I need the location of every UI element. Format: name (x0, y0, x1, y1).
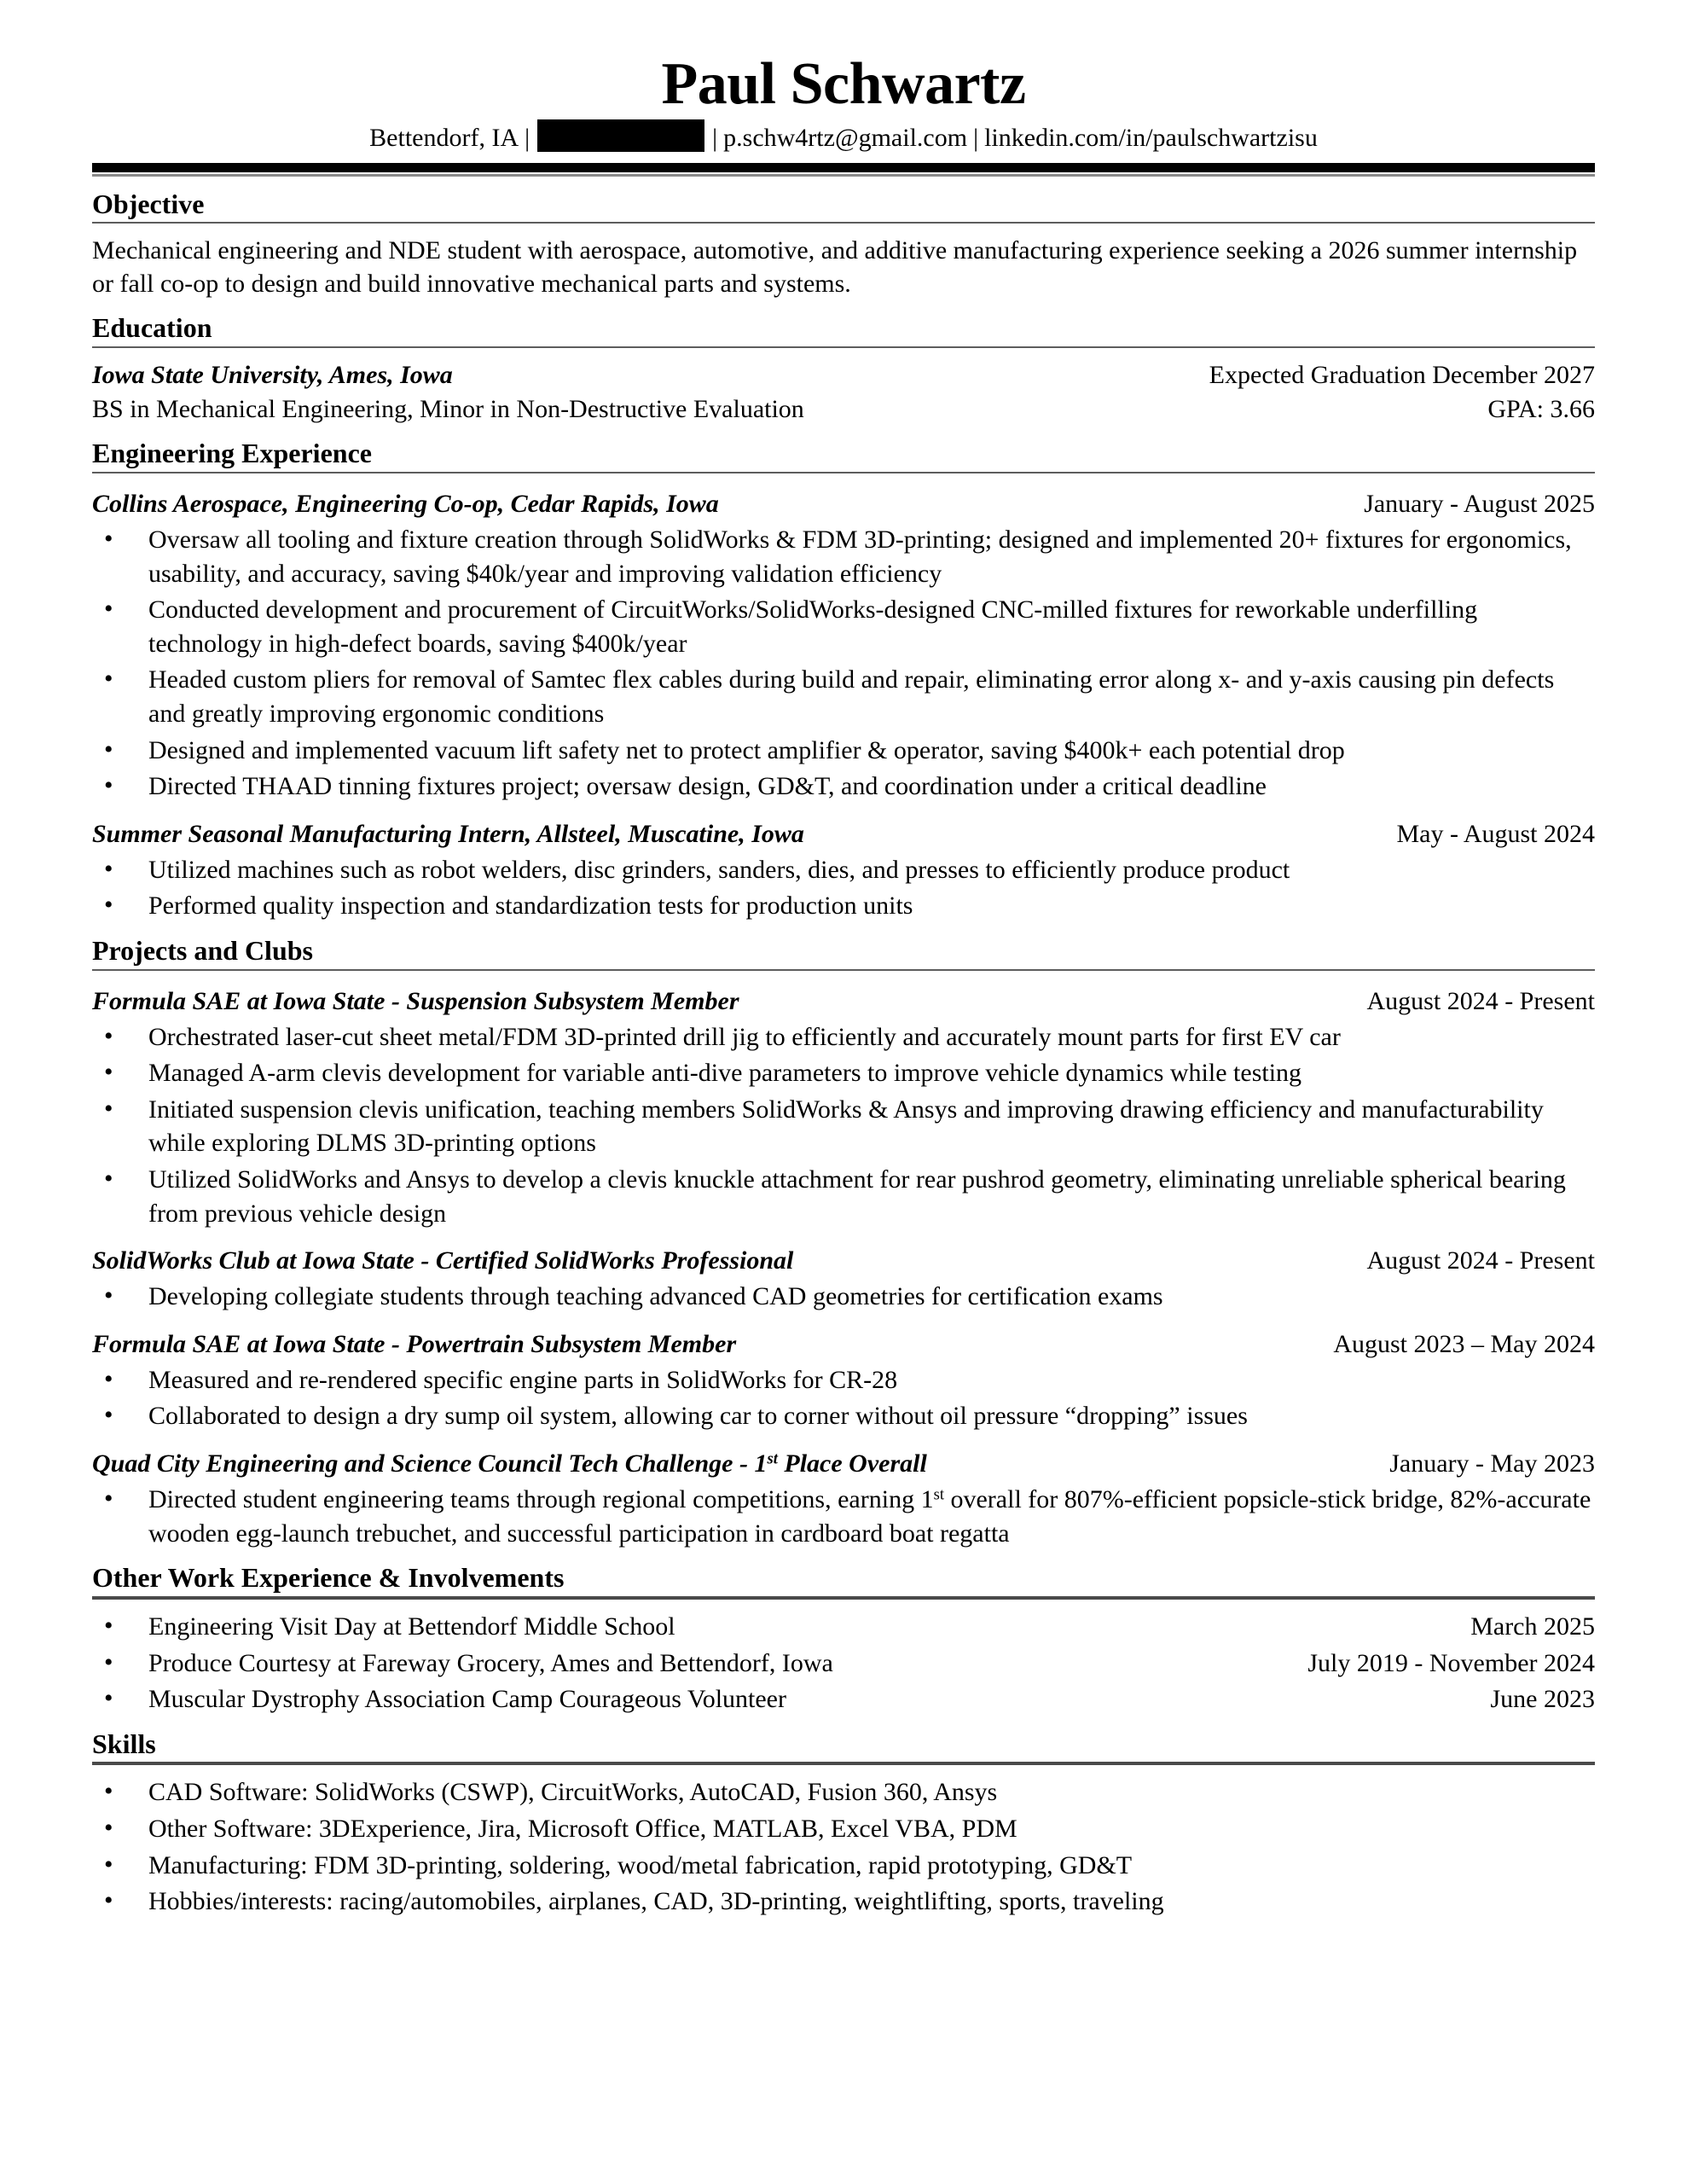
list-item: • Measured and re-rendered specific engine parts in SolidWorks for CR-28 (92, 1363, 1595, 1397)
contact-location: Bettendorf, IA (369, 124, 519, 153)
ordinal-suffix: st (767, 1449, 778, 1468)
redacted-phone-block (537, 119, 704, 152)
list-item: • Managed A-arm clevis development for variable anti-dive parameters to improve vehicle dynamics while testing (92, 1056, 1595, 1090)
project-date: August 2024 - Present (1366, 986, 1595, 1015)
education-degree: BS in Mechanical Engineering, Minor in Non-Destructive Evaluation (92, 395, 804, 424)
contact-email[interactable]: p.schw4rtz@gmail.com (723, 124, 968, 153)
list-item: • Hobbies/interests: racing/automobiles, airplanes, CAD, 3D-printing, weightlifting, sports, traveling (92, 1885, 1595, 1919)
list-item: • Orchestrated laser-cut sheet metal/FDM 3D-printed drill jig to efficiently and accurately mount parts for first EV car (92, 1020, 1595, 1054)
list-item: • Developing collegiate students through teaching advanced CAD geometries for certification exams (92, 1280, 1595, 1314)
experience-header-row (92, 487, 1595, 520)
list-item: • Initiated suspension clevis unification, teaching members SolidWorks & Ansys and improving drawing efficiency and manufacturability while exploring DLMS 3D-printing options (92, 1093, 1595, 1160)
list-item: • Other Software: 3DExperience, Jira, Microsoft Office, MATLAB, Excel VBA, PDM (92, 1812, 1595, 1846)
other-work-text: • Muscular Dystrophy Association Camp Courageous Volunteer (148, 1685, 786, 1714)
project-bullet-list (92, 1363, 1595, 1433)
project-bullet-list (92, 1483, 1595, 1550)
list-item (92, 1682, 1595, 1716)
header-divider (92, 163, 1595, 177)
project-header-row (92, 985, 1595, 1018)
list-item: • Conducted development and procurement of CircuitWorks/SolidWorks-designed CNC-milled fixtures for reworkable underfilling technology in high-defect boards, saving $400k/year (92, 593, 1595, 660)
project-title: Formula SAE at Iowa State - Powertrain Subsystem Member (92, 1329, 737, 1358)
other-work-date: June 2023 (1490, 1685, 1595, 1714)
project-entry-solidworks-club (92, 1244, 1595, 1314)
list-item: • Headed custom pliers for removal of Samtec flex cables during build and repair, eliminating error along x- and y-axis causing pin defects and greatly improving ergonomic conditions (92, 663, 1595, 730)
list-item: • Performed quality inspection and standardization tests for production units (92, 889, 1595, 923)
project-date: August 2024 - Present (1366, 1246, 1595, 1275)
other-work-text: • Produce Courtesy at Fareway Grocery, Ames and Bettendorf, Iowa (148, 1648, 833, 1677)
list-item: • Collaborated to design a dry sump oil system, allowing car to corner without oil pressure “dropping” issues (92, 1399, 1595, 1433)
project-date: August 2023 – May 2024 (1333, 1329, 1595, 1358)
other-work-text: • Engineering Visit Day at Bettendorf Middle School (148, 1612, 675, 1641)
other-work-list (92, 1610, 1595, 1716)
project-header-row (92, 1327, 1595, 1361)
education-degree-row (92, 392, 1595, 426)
section-divider-engineering-experience (92, 472, 1595, 473)
list-item-text: Directed student engineering teams through regional competitions, earning 1 (148, 1484, 934, 1513)
list-item: • Manufacturing: FDM 3D-printing, soldering, wood/metal fabrication, rapid prototyping, GD&T (92, 1849, 1595, 1883)
section-heading-other-work: Other Work Experience & Involvements (92, 1562, 565, 1594)
list-item: • Designed and implemented vacuum lift safety net to protect amplifier & operator, saving $400k+ each potential drop (92, 734, 1595, 768)
other-work-date: March 2025 (1470, 1612, 1595, 1641)
skills-list (92, 1775, 1595, 1918)
ordinal-suffix: st (933, 1485, 944, 1504)
experience-title: Collins Aerospace, Engineering Co-op, Cedar Rapids, Iowa (92, 489, 719, 518)
experience-bullet-list (92, 523, 1595, 804)
experience-title: Summer Seasonal Manufacturing Intern, Allsteel, Muscatine, Iowa (92, 819, 804, 848)
section-heading-skills: Skills (92, 1728, 156, 1759)
project-title-text-tail: Place Overall (777, 1449, 927, 1478)
experience-entry-collins (92, 487, 1595, 804)
list-item (92, 1483, 1595, 1550)
list-item: • Directed THAAD tinning fixtures project; oversaw design, GD&T, and coordination under a critical deadline (92, 770, 1595, 804)
list-item: • Utilized SolidWorks and Ansys to develop a clevis knuckle attachment for rear pushrod geometry, eliminating unreliable spherical bearing from previous vehicle design (92, 1163, 1595, 1230)
experience-bullet-list (92, 853, 1595, 923)
list-item: • Utilized machines such as robot welders, disc grinders, sanders, dies, and presses to efficiently produce product (92, 853, 1595, 887)
contact-line (92, 119, 1595, 154)
project-entry-fsae-powertrain (92, 1327, 1595, 1433)
section-divider-objective (92, 222, 1595, 224)
contact-linkedin[interactable]: linkedin.com/in/paulschwartzisu (984, 124, 1318, 153)
list-item (92, 1610, 1595, 1644)
project-header-row (92, 1447, 1595, 1480)
contact-separator-2: | (712, 124, 718, 153)
experience-header-row (92, 817, 1595, 851)
section-heading-projects-and-clubs: Projects and Clubs (92, 934, 313, 966)
section-heading-objective: Objective (92, 188, 205, 219)
project-title (92, 1447, 927, 1480)
list-item-text-tail: overall for 807%-efficient popsicle-stick bridge, 82%-accurate wooden egg-launch trebuchet, and successful participation in cardboard boat regatta (148, 1484, 1591, 1548)
education-school: Iowa State University, Ames, Iowa (92, 361, 453, 390)
section-divider-projects-and-clubs (92, 969, 1595, 971)
other-work-date: July 2019 - November 2024 (1307, 1648, 1595, 1677)
contact-separator-1: | (525, 124, 530, 153)
project-date: January - May 2023 (1389, 1449, 1595, 1478)
project-title: SolidWorks Club at Iowa State - Certified SolidWorks Professional (92, 1246, 794, 1275)
project-entry-fsae-suspension (92, 985, 1595, 1231)
contact-separator-3: | (973, 124, 979, 153)
project-header-row (92, 1244, 1595, 1277)
list-item (92, 1647, 1595, 1681)
list-item: • Oversaw all tooling and fixture creation through SolidWorks & FDM 3D-printing; designed and implemented 20+ fixtures for ergonomics, usability, and accuracy, saving $40k/year and improving validation efficiency (92, 523, 1595, 590)
objective-text: Mechanical engineering and NDE student with aerospace, automotive, and additive manufacturing experience seeking a 2026 summer internship or fall co-op to design and build innovative mechanical parts and systems. (92, 236, 1578, 299)
section-divider-skills (92, 1762, 1595, 1765)
section-heading-education: Education (92, 312, 212, 344)
project-entry-quad-city (92, 1447, 1595, 1550)
section-divider-other-work (92, 1596, 1595, 1600)
experience-date: May - August 2024 (1396, 819, 1595, 848)
education-graduation: Expected Graduation December 2027 (1209, 361, 1595, 390)
section-divider-education (92, 346, 1595, 348)
project-bullet-list (92, 1020, 1595, 1231)
education-gpa: GPA: 3.66 (1487, 395, 1595, 424)
list-item: • CAD Software: SolidWorks (CSWP), CircuitWorks, AutoCAD, Fusion 360, Ansys (92, 1775, 1595, 1809)
project-title: Formula SAE at Iowa State - Suspension Subsystem Member (92, 986, 739, 1015)
experience-entry-allsteel (92, 817, 1595, 923)
page-title: Paul Schwartz (661, 51, 1026, 117)
experience-date: January - August 2025 (1364, 489, 1595, 518)
section-heading-engineering-experience: Engineering Experience (92, 438, 372, 469)
education-school-row (92, 358, 1595, 392)
project-title-text: Quad City Engineering and Science Council Tech Challenge - 1 (92, 1449, 768, 1478)
project-bullet-list (92, 1280, 1595, 1314)
